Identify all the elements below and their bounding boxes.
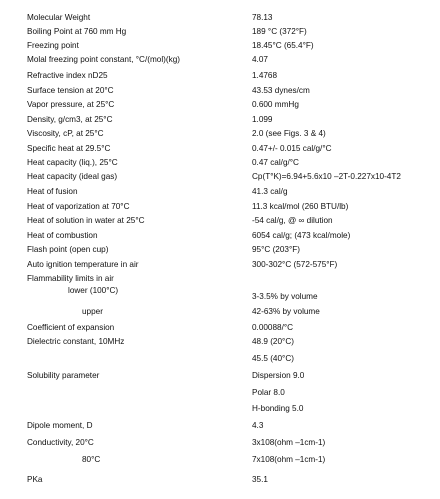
property-label: Heat of vaporization at 70°C — [27, 202, 130, 211]
property-value: 0.47 cal/g/°C — [252, 158, 299, 167]
property-label: Molal freezing point constant, °C/(mol)(kg) — [27, 55, 180, 64]
property-value: 18.45°C (65.4°F) — [252, 41, 314, 50]
property-label: Viscosity, cP, at 25°C — [27, 129, 104, 138]
property-value: -54 cal/g, @ ∞ dilution — [252, 216, 333, 225]
property-value: 0.47+/- 0.015 cal/g/°C — [252, 144, 332, 153]
property-value: Dispersion 9.0 — [252, 371, 305, 380]
table-row — [0, 243, 440, 257]
table-row — [0, 402, 440, 416]
table-row — [0, 84, 440, 98]
property-label: 80°C — [82, 455, 101, 464]
table-row — [0, 185, 440, 199]
property-value: 4.07 — [252, 55, 268, 64]
property-value: Polar 8.0 — [252, 388, 285, 397]
property-label: Solubility parameter — [27, 371, 100, 380]
property-value: 1.099 — [252, 115, 273, 124]
property-value: 7x108(ohm –1cm-1) — [252, 455, 326, 464]
table-row — [0, 11, 440, 25]
table-row — [0, 127, 440, 141]
property-label: Heat of combustion — [27, 231, 98, 240]
property-value: 0.600 mmHg — [252, 100, 299, 109]
property-label: Density, g/cm3, at 25°C — [27, 115, 113, 124]
table-row — [0, 352, 440, 366]
property-label: Auto ignition temperature in air — [27, 260, 139, 269]
property-label: Coefficient of expansion — [27, 323, 115, 332]
property-label: Conductivity, 20°C — [27, 438, 94, 447]
property-label: Dipole moment, D — [27, 421, 93, 430]
table-row — [0, 113, 440, 127]
property-value: 3x108(ohm –1cm-1) — [252, 438, 326, 447]
table-row — [0, 156, 440, 170]
table-row — [0, 229, 440, 243]
property-label: Molecular Weight — [27, 13, 91, 22]
property-value: 189 °C (372°F) — [252, 27, 307, 36]
property-value: 6054 cal/g; (473 kcal/mole) — [252, 231, 351, 240]
property-label: Specific heat at 29.5°C — [27, 144, 111, 153]
table-row — [0, 436, 440, 450]
table-row — [0, 39, 440, 53]
property-value: 48.9 (20°C) — [252, 337, 294, 346]
property-label: Heat capacity (ideal gas) — [27, 172, 118, 181]
table-row — [0, 453, 440, 467]
table-row — [0, 386, 440, 400]
property-value: 1.4768 — [252, 71, 278, 80]
property-label: lower (100°C) — [68, 286, 119, 295]
table-row — [0, 170, 440, 184]
property-value: 42-63% by volume — [252, 307, 320, 316]
table-row — [0, 98, 440, 112]
property-label: Dielectric constant, 10MHz — [27, 337, 125, 346]
table-row — [0, 214, 440, 228]
property-label: Boiling Point at 760 mm Hg — [27, 27, 127, 36]
property-label: upper — [82, 307, 103, 316]
property-value: 95°C (203°F) — [252, 245, 300, 254]
property-value: 43.53 dynes/cm — [252, 86, 310, 95]
table-row — [0, 473, 440, 487]
table-row — [0, 200, 440, 214]
property-value: 45.5 (40°C) — [252, 354, 294, 363]
property-label: PKa — [27, 475, 43, 484]
property-label: Heat of solution in water at 25°C — [27, 216, 145, 225]
property-label: Flash point (open cup) — [27, 245, 109, 254]
property-label: Flammability limits in air — [27, 274, 114, 283]
property-value: 41.3 cal/g — [252, 187, 288, 196]
table-row — [0, 335, 440, 349]
table-row — [0, 321, 440, 335]
table-row — [0, 25, 440, 39]
property-value: H-bonding 5.0 — [252, 404, 304, 413]
property-value: 35.1 — [252, 475, 268, 484]
property-label: Refractive index nD25 — [27, 71, 108, 80]
property-label: Surface tension at 20°C — [27, 86, 114, 95]
property-label: Freezing point — [27, 41, 79, 50]
property-label: Heat capacity (liq.), 25°C — [27, 158, 118, 167]
table-row — [0, 369, 440, 383]
table-row — [0, 142, 440, 156]
property-value: 2.0 (see Figs. 3 & 4) — [252, 129, 326, 138]
property-value: 0.00088/°C — [252, 323, 294, 332]
property-value: 11.3 kcal/mol (260 BTU/lb) — [252, 202, 349, 211]
table-row — [0, 53, 440, 67]
table-row — [0, 258, 440, 272]
table-row — [0, 305, 440, 319]
property-value: 300-302°C (572-575°F) — [252, 260, 338, 269]
property-label: Vapor pressure, at 25°C — [27, 100, 115, 109]
property-value: 4.3 — [252, 421, 264, 430]
property-value: 3-3.5% by volume — [252, 292, 318, 301]
table-row — [0, 69, 440, 83]
property-value: 78.13 — [252, 13, 273, 22]
property-value: Cp(T°K)=6.94+5.6x10 –2T-0.227x10-4T2 — [252, 172, 401, 181]
table-row — [0, 419, 440, 433]
property-label: Heat of fusion — [27, 187, 78, 196]
table-row — [0, 284, 440, 301]
